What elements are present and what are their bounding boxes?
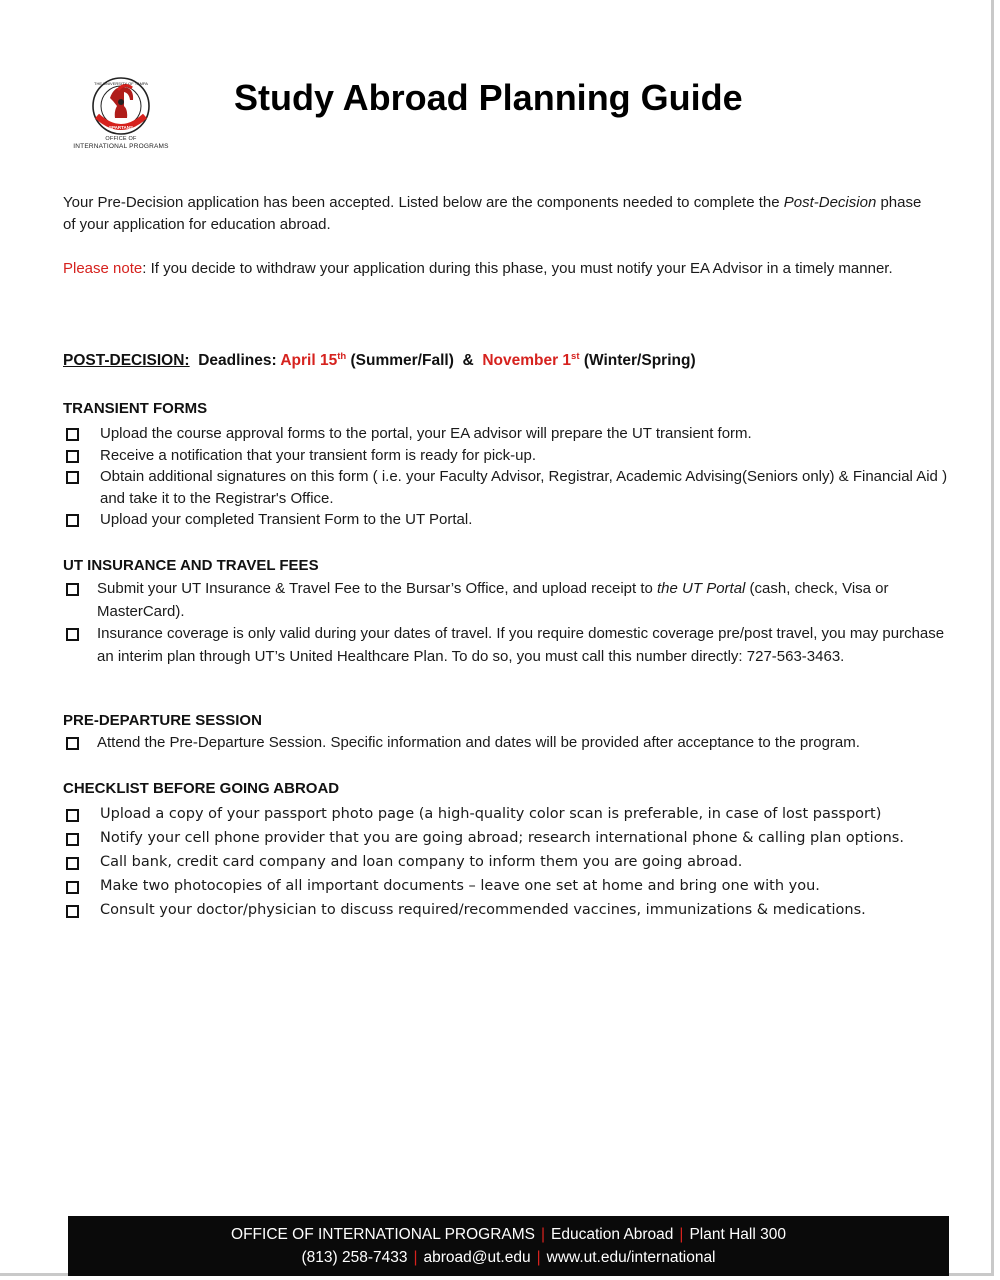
logo-ring-text: THE UNIVERSITY OF TAMPA (94, 81, 148, 86)
checkbox-icon[interactable] (66, 833, 79, 846)
list-item-text: Attend the Pre-Departure Session. Specific information and dates will be provided after acceptance to the program. (97, 734, 860, 751)
list-item-text: Upload your completed Transient Form to the UT Portal. (100, 511, 473, 528)
deadline-ampersand: & (462, 352, 474, 369)
footer-line-2 (68, 1246, 949, 1269)
list-item (63, 826, 933, 850)
footer-dept: Education Abroad (551, 1226, 674, 1243)
insurance-item-1-italic: the UT Portal (657, 580, 746, 597)
deadline-date-1-sup: th (337, 350, 347, 362)
list-item (63, 578, 953, 623)
list-item-text: Consult your doctor/physician to discuss required/recommended vaccines, immunizations & medications. (100, 902, 866, 918)
abroad-checklist (63, 802, 933, 922)
section-title-transient: TRANSIENT FORMS (63, 400, 208, 417)
deadline-date-2-sup: st (571, 350, 580, 362)
list-item-text: Obtain additional signatures on this form ( i.e. your Faculty Advisor, Registrar, Academic Advising(Seniors only) & Financial Aid ) and take it to the Registrar's Office. (100, 468, 948, 507)
logo-office-line2: INTERNATIONAL PROGRAMS (73, 143, 169, 150)
list-item-text: Make two photocopies of all important documents – leave one set at home and bring one with you. (100, 878, 820, 894)
post-decision-heading: POST-DECISION: (63, 352, 190, 369)
insurance-list (63, 578, 953, 668)
transient-list (63, 423, 953, 531)
deadline-date-1 (280, 352, 346, 369)
page-title: Study Abroad Planning Guide (234, 77, 743, 118)
checkbox-icon[interactable] (66, 514, 79, 527)
intro-text-2: phase of your application for education abroad. (63, 194, 922, 233)
note-label: Please note (63, 260, 143, 277)
footer-separator: | (413, 1249, 418, 1266)
footer-phone: (813) 258-7433 (301, 1249, 408, 1266)
deadline-date-2 (482, 352, 579, 369)
section-title-insurance: UT INSURANCE AND TRAVEL FEES (63, 557, 319, 574)
list-item-text: Upload the course approval forms to the portal, your EA advisor will prepare the UT transient form. (100, 425, 752, 442)
list-item (63, 874, 933, 898)
section-title-checklist: CHECKLIST BEFORE GOING ABROAD (63, 780, 340, 797)
insurance-item-1-tail: (cash, check, Visa or MasterCard). (97, 580, 889, 620)
checkbox-icon[interactable] (66, 809, 79, 822)
checkbox-icon[interactable] (66, 428, 79, 441)
university-logo (62, 76, 180, 162)
footer-website[interactable]: www.ut.edu/international (546, 1249, 716, 1266)
checkbox-icon[interactable] (66, 471, 79, 484)
checkbox-icon[interactable] (66, 583, 79, 596)
list-item-text: Insurance coverage is only valid during your dates of travel. If you require domestic coverage pre/post travel, you may purchase an interim plan through UT’s United Healthcare Plan. To do so, you must call this number directly: 727-563-3463. (97, 625, 945, 665)
checkbox-icon[interactable] (66, 450, 79, 463)
intro-paragraph (63, 192, 933, 236)
note-paragraph (63, 258, 933, 280)
checkbox-icon[interactable] (66, 881, 79, 894)
list-item-text: Call bank, credit card company and loan company to inform them you are going abroad. (100, 854, 743, 870)
deadline-date-1-text: April 15 (280, 352, 338, 369)
footer-office: OFFICE OF INTERNATIONAL PROGRAMS (231, 1226, 536, 1243)
intro-text-1: Your Pre-Decision application has been accepted. Listed below are the components needed to complete the (63, 194, 784, 211)
list-item (63, 623, 953, 668)
list-item (63, 850, 933, 874)
list-item (63, 445, 953, 467)
list-item (63, 732, 953, 754)
checkbox-icon[interactable] (66, 628, 79, 641)
footer-separator: | (679, 1226, 684, 1243)
logo-spartans-text: SPARTANS (108, 125, 134, 130)
list-item-text: Notify your cell phone provider that you are going abroad; research international phone & calling plan options. (100, 830, 904, 846)
deadlines-line (63, 352, 696, 370)
footer-line-1 (68, 1223, 949, 1246)
checkbox-icon[interactable] (66, 737, 79, 750)
footer-separator: | (541, 1226, 546, 1243)
list-item-text: Upload a copy of your passport photo page (a high-quality color scan is preferable, in case of lost passport) (100, 806, 882, 822)
list-item (63, 509, 953, 531)
predeparture-list (63, 732, 953, 754)
deadlines-label: Deadlines: (198, 352, 277, 369)
deadline-term-2: (Winter/Spring) (583, 352, 696, 369)
note-text: : If you decide to withdraw your application during this phase, you must notify your EA Advisor in a timely manner. (142, 260, 893, 277)
list-item (63, 423, 953, 445)
footer-email[interactable]: abroad@ut.edu (423, 1249, 531, 1266)
list-item (63, 802, 933, 826)
list-item-text: Receive a notification that your transient form is ready for pick-up. (100, 446, 537, 464)
logo-office-line1: OFFICE OF (105, 136, 137, 142)
checkbox-icon[interactable] (66, 905, 79, 918)
section-title-predeparture: PRE-DEPARTURE SESSION (63, 712, 262, 729)
list-item (63, 466, 953, 509)
deadline-date-2-text: November 1 (482, 352, 572, 369)
intro-italic: Post-Decision (783, 194, 877, 211)
footer-location: Plant Hall 300 (689, 1226, 786, 1243)
checkbox-icon[interactable] (66, 857, 79, 870)
spartan-seal-icon (84, 76, 158, 136)
insurance-item-1-text: Submit your UT Insurance & Travel Fee to the Bursar’s Office, and upload receipt to (97, 580, 658, 597)
list-item-text (97, 580, 889, 620)
footer-separator: | (536, 1249, 541, 1266)
list-item (63, 898, 933, 922)
footer-bar (68, 1216, 949, 1276)
deadline-term-1: (Summer/Fall) (350, 352, 454, 369)
